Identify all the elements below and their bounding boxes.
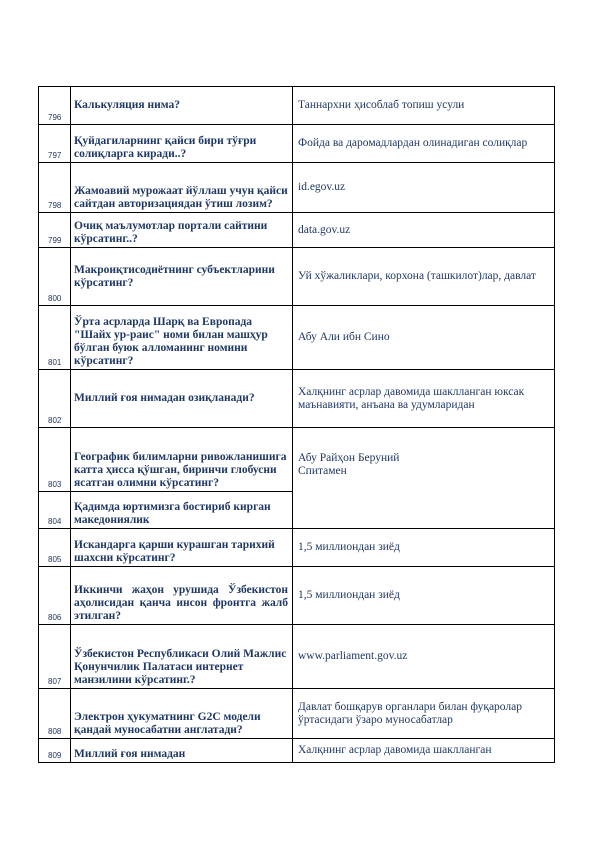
table-row bbox=[39, 428, 555, 492]
answer-cell: Халқнинг асрлар давомида шаклланган юксак маънавияти, анъана ва удумларидан bbox=[293, 370, 555, 428]
row-number: 801 bbox=[39, 306, 71, 370]
table-row bbox=[39, 87, 555, 125]
question-cell: Калькуляция нима? bbox=[71, 87, 293, 125]
answer-cell: id.egov.uz bbox=[293, 163, 555, 213]
question-cell: Очиқ маълумотлар портали сайтини кўрсатинг..? bbox=[71, 213, 293, 248]
table-row bbox=[39, 625, 555, 689]
row-number: 807 bbox=[39, 625, 71, 689]
table-row bbox=[39, 306, 555, 370]
row-number: 796 bbox=[39, 87, 71, 125]
answer-cell: Уй хўжаликлари, корхона (ташкилот)лар, давлат bbox=[293, 248, 555, 306]
table-row bbox=[39, 213, 555, 248]
table-row bbox=[39, 739, 555, 763]
question-cell: Ўзбекистон Республикаси Олий Мажлис Қонунчилик Палатаси интернет манзилини кўрсатинг.? bbox=[71, 625, 293, 689]
row-number: 803 bbox=[39, 428, 71, 492]
row-number: 805 bbox=[39, 529, 71, 567]
answer-line: Спитамен bbox=[298, 464, 347, 477]
question-cell: Жамоавий мурожаат йўллаш учун қайси сайтдан авторизациядан ўтиш лозим? bbox=[71, 163, 293, 213]
answer-cell: Таннархни ҳисоблаб топиш усули bbox=[293, 87, 555, 125]
table-row bbox=[39, 529, 555, 567]
question-cell: Қадимда юртимизга бостириб кирган македониялик bbox=[71, 492, 293, 529]
answer-cell: Давлат бошқарув органлари билан фуқаролар ўртасидаги ўзаро муносабатлар bbox=[293, 689, 555, 739]
question-cell: Искандарга қарши курашган тарихий шахсни кўрсатинг? bbox=[71, 529, 293, 567]
row-number: 798 bbox=[39, 163, 71, 213]
answer-cell: Халқнинг асрлар давомида шаклланган bbox=[293, 739, 555, 763]
answer-cell: Абу Али ибн Сино bbox=[293, 306, 555, 370]
qa-table bbox=[38, 86, 555, 763]
row-number: 808 bbox=[39, 689, 71, 739]
answer-cell: Фойда ва даромадлардан олинадиган солиқлар bbox=[293, 125, 555, 163]
question-cell: Ўрта асрларда Шарқ ва Европада "Шайх ур-раис" номи билан машҳур бўлган буюк алломанинг номини кўрсатинг? bbox=[71, 306, 293, 370]
question-cell: Миллий ғоя нимадан bbox=[71, 739, 293, 763]
table-row bbox=[39, 125, 555, 163]
question-cell: Қуйдагиларнинг қайси бири тўғри солиқларга киради..? bbox=[71, 125, 293, 163]
answer-cell: data.gov.uz bbox=[293, 213, 555, 248]
answer-line: Абу Райҳон Беруний bbox=[298, 451, 400, 464]
table-row bbox=[39, 370, 555, 428]
row-number: 800 bbox=[39, 248, 71, 306]
row-number: 797 bbox=[39, 125, 71, 163]
row-number: 809 bbox=[39, 739, 71, 763]
question-cell: Географик билимларни ривожланишига катта ҳисса қўшган, биринчи глобусни ясатган олимни кўрсатинг? bbox=[71, 428, 293, 492]
table-row bbox=[39, 163, 555, 213]
answer-cell: www.parliament.gov.uz bbox=[293, 625, 555, 689]
row-number: 799 bbox=[39, 213, 71, 248]
table-row bbox=[39, 248, 555, 306]
table-row bbox=[39, 689, 555, 739]
question-cell: Макроиқтисодиётнинг субъектларини кўрсатинг? bbox=[71, 248, 293, 306]
qa-table-sheet bbox=[38, 86, 554, 763]
row-number: 806 bbox=[39, 567, 71, 625]
answer-cell-merged bbox=[293, 428, 555, 529]
answer-cell: 1,5 миллиондан зиёд bbox=[293, 529, 555, 567]
answer-cell: 1,5 миллиондан зиёд bbox=[293, 567, 555, 625]
row-number: 804 bbox=[39, 492, 71, 529]
row-number: 802 bbox=[39, 370, 71, 428]
question-cell: Иккинчи жаҳон урушида Ўзбекистон аҳолисидан қанча инсон фронтга жалб этилган? bbox=[71, 567, 293, 625]
question-cell: Электрон ҳукуматнинг G2C модели қандай муносабатни англатади? bbox=[71, 689, 293, 739]
question-cell: Миллий ғоя нимадан озиқланади? bbox=[71, 370, 293, 428]
table-row bbox=[39, 567, 555, 625]
